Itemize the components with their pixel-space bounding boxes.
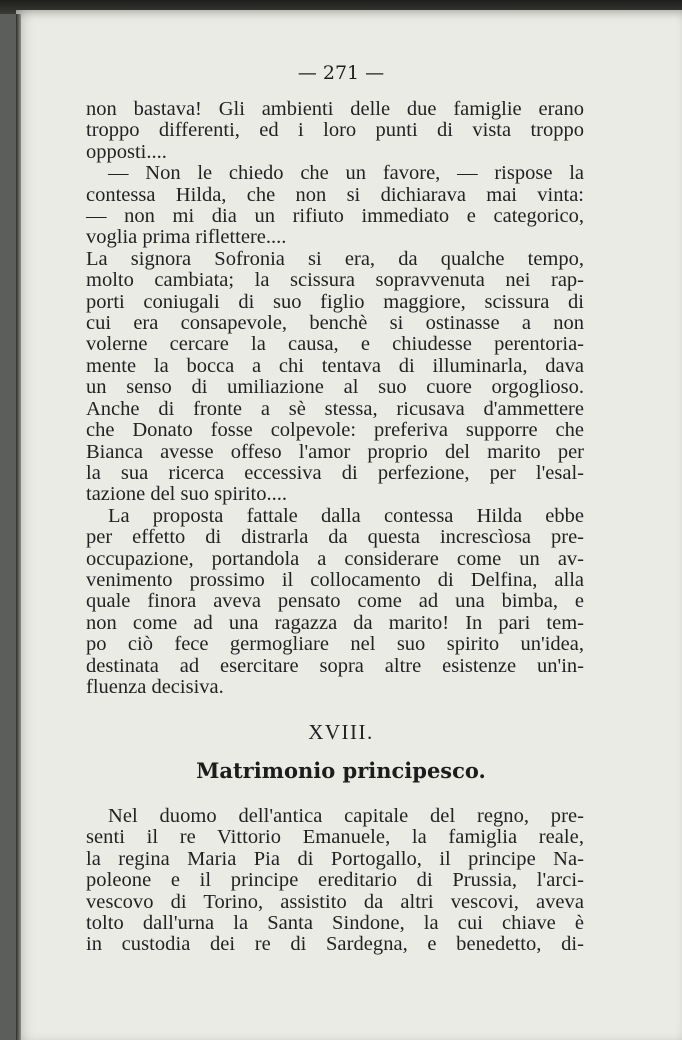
text-line: destinata ad esercitare sopra altre esistenze un'in- — [86, 654, 584, 677]
text-line: senti il re Vittorio Emanuele, la famiglia reale, — [86, 826, 584, 849]
text-line: Nel duomo dell'antica capitale del regno, pre- — [108, 805, 584, 827]
text-line: mente la bocca a chi tentava di illuminarla, dava — [86, 354, 584, 377]
text-line: troppo differenti, ed i loro punti di vista troppo — [86, 119, 584, 142]
text-line: — Non le chiedo che un favore, — rispose la — [108, 162, 584, 185]
text-line: Bianca avesse offeso l'amor proprio del marito per — [86, 440, 584, 463]
text-block-after-chapter — [86, 806, 584, 956]
text-line: non bastava! Gli ambienti delle due famiglie erano — [86, 98, 584, 120]
text-line: La signora Sofronia si era, da qualche tempo, — [86, 247, 584, 270]
chapter-title: Matrimonio principesco. — [196, 758, 486, 783]
text-line: La proposta fattale dalla contessa Hilda ebbe — [108, 504, 584, 527]
text-line: non come ad una ragazza da marito! In pari tem- — [86, 611, 584, 634]
text-line: molto cambiata; la scissura sopravvenuta nei rap- — [86, 269, 584, 292]
text-line: un senso di umiliazione al suo cuore orgoglioso. — [86, 376, 584, 399]
text-line: occupazione, portandola a considerare come un av- — [86, 547, 584, 570]
text-line: po ciò fece germogliare nel suo spirito un'idea, — [86, 633, 584, 656]
text-line: contessa Hilda, che non si dichiarava mai vinta: — [86, 183, 584, 206]
text-line: volerne cercare la causa, e chiudesse perentoria- — [86, 333, 584, 356]
text-line: vescovo di Torino, assistito da altri vescovi, aveva — [86, 890, 584, 913]
text-line: in custodia dei re di Sardegna, e benedetto, di- — [86, 933, 584, 956]
text-line: la sua ricerca eccessiva di perfezione, per l'esal- — [86, 461, 584, 484]
book-gutter — [16, 14, 21, 1040]
text-line: cui era consapevole, benchè si ostinasse a non — [86, 312, 584, 335]
text-line: opposti.... — [86, 140, 167, 163]
text-line: Anche di fronte a sè stessa, ricusava d'ammettere — [86, 397, 584, 420]
text-line: porti coniugali di suo figlio maggiore, scissura di — [86, 290, 584, 313]
text-line: quale finora aveva pensato come ad una bimba, e — [86, 590, 584, 613]
text-line: voglia prima riflettere.... — [86, 226, 287, 249]
text-line: venimento prossimo il collocamento di Delfina, alla — [86, 568, 584, 591]
text-line: la regina Maria Pia di Portogallo, il principe Na- — [86, 847, 584, 870]
text-line: che Donato fosse colpevole: preferiva supporre che — [86, 419, 584, 442]
text-block-before-chapter — [86, 99, 584, 698]
text-line: fluenza decisiva. — [86, 675, 224, 698]
text-line: tazione del suo spirito.... — [86, 483, 287, 506]
text-line: tolto dall'urna la Santa Sindone, la cui chiave è — [86, 912, 584, 935]
text-line: — non mi dia un rifiuto immediato e categorico, — [86, 205, 584, 228]
chapter-number: XVIII. — [308, 720, 374, 744]
text-line: per effetto di distrarla da questa increscìosa pre- — [86, 526, 584, 549]
page-number: — 271 — — [297, 62, 385, 84]
text-line: poleone e il principe ereditario di Prussia, l'arci- — [86, 869, 584, 892]
